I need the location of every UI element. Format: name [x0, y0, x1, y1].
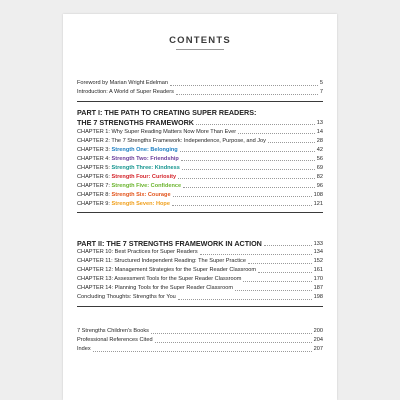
part-1-entry[interactable] — [77, 116, 323, 126]
toc-entry-page: 198 — [313, 294, 323, 301]
dot-leader — [172, 205, 312, 206]
dot-leader — [182, 169, 315, 170]
chapter-title: CHAPTER 14: Planning Tools for the Super Reader Classroom — [77, 285, 233, 292]
toc-page — [63, 14, 337, 400]
chapter-number: CHAPTER 2: — [77, 137, 112, 144]
toc-entry-label — [77, 338, 153, 344]
chapter-title: Strength Four: Curiosity — [111, 173, 177, 180]
dot-leader — [196, 124, 315, 125]
front-matter-section — [77, 78, 323, 106]
back-matter-section — [77, 326, 323, 353]
toc-entry[interactable] — [77, 265, 323, 274]
part-1-section — [77, 109, 323, 217]
part-1-title-line-1: PART I: THE PATH TO CREATING SUPER READERS: — [77, 108, 257, 117]
toc-entry[interactable] — [77, 274, 323, 283]
dot-leader — [151, 333, 312, 334]
toc-entry-page: 56 — [316, 155, 323, 162]
toc-entry-page: 96 — [316, 182, 323, 189]
toc-entry-label — [77, 329, 149, 335]
dot-leader — [170, 85, 318, 86]
dot-leader — [173, 196, 312, 197]
page-title: CONTENTS — [169, 35, 231, 46]
section-divider — [77, 306, 323, 307]
dot-leader — [238, 133, 315, 134]
chapter-number: CHAPTER 4: — [77, 155, 112, 162]
toc-entry[interactable] — [77, 135, 323, 144]
part-2-title: PART II: THE 7 STRENGTHS FRAMEWORK IN ACTION — [77, 238, 262, 248]
toc-entry-label — [77, 148, 178, 154]
toc-entry[interactable] — [77, 292, 323, 301]
dot-leader — [248, 263, 312, 264]
dot-leader — [264, 245, 312, 246]
toc-entry-page: 14 — [316, 128, 323, 135]
chapter-title: CHAPTER 10: Best Practices for Super Readers — [77, 249, 198, 256]
dot-leader — [155, 342, 312, 343]
part-1-chapter-list — [77, 126, 323, 207]
chapter-title: Strength Three: Kindness — [111, 164, 180, 171]
toc-entry-label — [77, 184, 181, 190]
toc-entry[interactable] — [77, 153, 323, 162]
dot-leader — [176, 94, 318, 95]
back-matter-title: Professional References Cited — [77, 337, 153, 344]
chapter-title: Why Super Reading Matters Now More Than Ever — [111, 128, 237, 135]
toc-entry-page: 42 — [316, 146, 323, 153]
toc-entry-label — [77, 286, 233, 292]
toc-entry-page: 134 — [313, 249, 323, 256]
toc-entry-label — [77, 139, 266, 145]
chapter-title: Strength One: Belonging — [111, 146, 178, 153]
part-1-page: 13 — [316, 120, 323, 127]
chapter-title: Concluding Thoughts: Strengths for You — [77, 294, 176, 301]
chapter-title: The 7 Strengths Framework: Independence, Purpose, and Joy — [111, 137, 266, 144]
toc-entry-label — [77, 347, 91, 353]
dot-leader — [243, 281, 311, 282]
dot-leader — [235, 290, 312, 291]
toc-entry[interactable] — [77, 87, 323, 96]
part-2-entry[interactable] — [77, 237, 323, 247]
toc-entry-label — [77, 295, 176, 301]
title-underline — [176, 49, 224, 50]
toc-entry-page: 161 — [313, 267, 323, 274]
chapter-title: Strength Six: Courage — [111, 191, 171, 198]
chapter-title: Strength Two: Friendship — [111, 155, 179, 162]
toc-entry-label — [77, 259, 246, 265]
toc-entry[interactable] — [77, 344, 323, 353]
toc-entry[interactable] — [77, 162, 323, 171]
toc-entry-label — [77, 268, 256, 274]
chapter-number: CHAPTER 1: — [77, 128, 112, 135]
dot-leader — [93, 351, 312, 352]
chapter-number: CHAPTER 9: — [77, 200, 112, 207]
part-2-page: 133 — [313, 241, 323, 247]
toc-entry-label — [77, 250, 198, 256]
dot-leader — [178, 299, 312, 300]
part-1-title-line-2: THE 7 STRENGTHS FRAMEWORK — [77, 118, 194, 127]
toc-entry-label — [77, 157, 179, 163]
toc-entry-page: 207 — [313, 346, 323, 353]
toc-entry[interactable] — [77, 171, 323, 180]
toc-entry[interactable] — [77, 78, 323, 87]
chapter-number: CHAPTER 8: — [77, 191, 112, 198]
toc-entry-label — [77, 166, 180, 172]
dot-leader — [180, 151, 315, 152]
back-matter-title: 7 Strengths Children's Books — [77, 328, 149, 335]
toc-entry[interactable] — [77, 189, 323, 198]
toc-entry[interactable] — [77, 326, 323, 335]
toc-entry[interactable] — [77, 180, 323, 189]
toc-entry-page: 108 — [313, 191, 323, 198]
chapter-number: CHAPTER 6: — [77, 173, 112, 180]
toc-entry-page: 152 — [313, 258, 323, 265]
toc-entry-page: 7 — [319, 89, 323, 96]
chapter-title: CHAPTER 12: Management Strategies for the Super Reader Classroom — [77, 267, 257, 274]
section-divider — [77, 101, 323, 102]
back-matter-title: Index — [77, 346, 91, 353]
toc-entry-page: 28 — [316, 137, 323, 144]
toc-entry-label — [77, 277, 241, 283]
toc-entry[interactable] — [77, 198, 323, 207]
toc-entry-page: 69 — [316, 164, 323, 171]
dot-leader — [268, 142, 315, 143]
dot-leader — [200, 254, 312, 255]
toc-entry[interactable] — [77, 247, 323, 256]
toc-entry-page: 5 — [319, 80, 323, 87]
toc-entry-page: 204 — [313, 337, 323, 344]
part-2-section — [77, 237, 323, 311]
toc-entry[interactable] — [77, 256, 323, 265]
toc-entry-page: 121 — [313, 200, 323, 207]
chapter-title: Strength Five: Confidence — [111, 182, 182, 189]
toc-entry-label — [77, 202, 170, 208]
dot-leader — [183, 187, 315, 188]
toc-entry-page: 187 — [313, 285, 323, 292]
chapter-number: CHAPTER 7: — [77, 182, 112, 189]
dot-leader — [181, 160, 315, 161]
toc-entry-page: 170 — [313, 276, 323, 283]
toc-entry-label — [77, 175, 176, 181]
toc-entry-label: Introduction: A World of Super Readers — [77, 89, 174, 96]
toc-entry[interactable] — [77, 283, 323, 292]
toc-entry[interactable] — [77, 126, 323, 135]
toc-entry-label — [77, 130, 236, 136]
toc-entry-page: 200 — [313, 328, 323, 335]
toc-entry-label: Foreword by Marian Wright Edelman — [77, 80, 168, 87]
dot-leader — [258, 272, 312, 273]
chapter-title: CHAPTER 11: Structured Independent Reading: The Super Practice — [77, 258, 246, 265]
toc-entry-label — [77, 193, 171, 199]
chapter-number: CHAPTER 3: — [77, 146, 112, 153]
toc-entry[interactable] — [77, 144, 323, 153]
chapter-title: CHAPTER 13: Assessment Tools for the Super Reader Classroom — [77, 276, 242, 283]
chapter-number: CHAPTER 5: — [77, 164, 112, 171]
chapter-title: Strength Seven: Hope — [111, 200, 170, 207]
part-2-chapter-list — [77, 247, 323, 301]
section-divider — [77, 212, 323, 213]
toc-entry-page: 82 — [316, 173, 323, 180]
toc-entry[interactable] — [77, 335, 323, 344]
dot-leader — [178, 178, 315, 179]
